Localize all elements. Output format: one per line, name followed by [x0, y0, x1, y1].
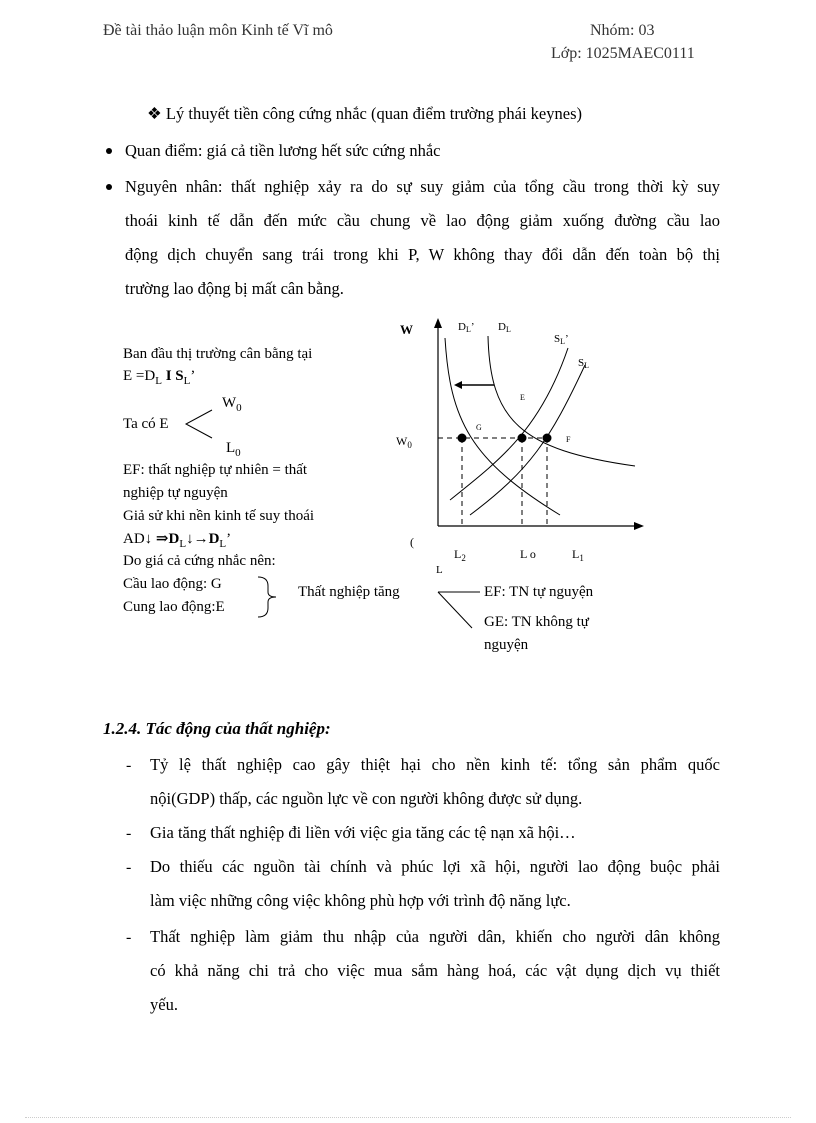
diamond-bullet-icon: ❖ — [147, 104, 162, 123]
diagram-ge-tn-1: GE: TN không tự — [484, 614, 589, 630]
diagram-that-nghiep: Thất nghiệp tăng — [298, 584, 400, 600]
diagram-cau: Cầu lao động: G — [123, 576, 222, 592]
section-title: 1.2.4. Tác động của thất nghiệp: — [103, 719, 331, 738]
section-item-4-line-1: Thất nghiệp làm giảm thu nhập của người dân, khiến cho người dân không — [150, 927, 720, 946]
page-bottom-divider — [25, 1117, 791, 1118]
labor-market-graph — [390, 310, 650, 580]
y-axis-arrow — [434, 318, 442, 328]
point-g — [458, 434, 467, 443]
diagram-taco: Ta có E — [123, 416, 169, 432]
w0-label: $W_0$ — [396, 434, 412, 450]
header-class: Lớp: 1025MAEC0111 — [551, 45, 695, 62]
diagram-ge-tn-2: nguyện — [484, 637, 529, 653]
bullet-1-text: Quan điểm: giá cả tiền lương hết sức cứng nhắc — [125, 141, 441, 160]
fork-lines — [436, 580, 482, 632]
diagram-gia-su: Giả sử khi nền kinh tế suy thoái — [123, 508, 315, 524]
diagram-ad: AD↓ $\Rightarrow D_L↓\to D_L$’ — [123, 531, 232, 550]
diagram-line-2: $E =D_L$ I $S_L$’ — [123, 368, 196, 387]
sl-label: SL — [578, 357, 590, 370]
section-item-2-line-1: Gia tăng thất nghiệp đi liền với việc gia tăng các tệ nạn xã hội… — [150, 823, 576, 842]
section-item-1-line-1: Tỷ lệ thất nghiệp cao gây thiệt hại cho nền kinh tế: tổng sản phẩm quốc — [150, 755, 720, 774]
g-label: G — [476, 423, 482, 432]
e-label: E — [520, 393, 525, 402]
diagram-ef-2: nghiệp tự nguyện — [123, 485, 228, 501]
header-group: Nhóm: 03 — [590, 22, 655, 39]
l0-label: L o — [520, 547, 536, 561]
point-f — [543, 434, 552, 443]
section-item-1-line-2: nội(GDP) thấp, các nguồn lực về con người không được sử dụng. — [150, 789, 583, 808]
l2-label: $L_2$ — [454, 547, 466, 563]
diagram-l0: $L_0$ — [226, 440, 241, 459]
bullet-2-line-2: thoái kinh tế dẫn đến mức cầu chung về lao động giảm xuống đường cầu lao — [125, 211, 720, 230]
x-axis-arrow — [634, 522, 644, 530]
dash-bullet: - — [126, 859, 132, 876]
diagram-cung: Cung lao động:E — [123, 599, 225, 615]
bullet-2-line-1: Nguyên nhân: thất nghiệp xảy ra do sự suy giảm của tổng cầu trong thời kỳ suy — [125, 177, 720, 196]
shift-arrow-head — [454, 381, 462, 389]
theory-line — [147, 97, 582, 131]
bullet-2-line-4: trường lao động bị mất cân bằng. — [125, 279, 344, 298]
diagram-ef-tn: EF: TN tự nguyện — [484, 584, 594, 600]
origin-mark: ( — [410, 535, 414, 549]
dash-bullet: - — [126, 825, 132, 842]
header-title: Đề tài thảo luận môn Kinh tế Vĩ mô — [103, 22, 333, 39]
bullet-icon — [106, 184, 112, 190]
dl-label: DL — [498, 321, 511, 334]
bracket-icon — [184, 408, 214, 440]
diagram-ef-1: EF: thất nghiệp tự nhiên = thất — [123, 462, 308, 478]
section-item-3-line-1: Do thiếu các nguồn tài chính và phúc lợi xã hội, người lao động buộc phải — [150, 857, 720, 876]
section-item-4-line-2: có khả năng chi trả cho việc mua sắm hàng hoá, các vật dụng dịch vụ thiết — [150, 961, 720, 980]
dl-prime-label: DL’ — [458, 321, 475, 334]
dash-bullet: - — [126, 929, 132, 946]
point-e — [518, 434, 527, 443]
brace-icon — [256, 574, 284, 620]
bullet-icon — [106, 148, 112, 154]
theory-text: Lý thuyết tiền công cứng nhắc (quan điểm trường phái keynes) — [165, 104, 582, 123]
f-label: F — [566, 435, 571, 444]
section-item-3-line-2: làm việc những công việc không phù hợp với trình độ năng lực. — [150, 891, 571, 910]
dash-bullet: - — [126, 757, 132, 774]
l-axis-label: L — [436, 564, 443, 576]
diagram-line-1: Ban đầu thị trường cân bằng tại — [123, 346, 313, 362]
bullet-2-line-3: động dịch chuyển sang trái trong khi P, W không thay đổi dẫn đến toàn bộ thị — [125, 245, 720, 264]
section-item-4-line-3: yếu. — [150, 995, 178, 1014]
diagram-w0: $W_0$ — [222, 395, 242, 414]
w-axis-label: W — [400, 322, 413, 337]
sl-prime-label: SL’ — [554, 333, 569, 346]
diagram-do-gia: Do giá cả cứng nhắc nên: — [123, 553, 276, 569]
supply-curve-sl-prime — [450, 348, 568, 500]
l1-label: $L_1$ — [572, 547, 584, 563]
demand-curve-dl — [488, 336, 635, 466]
